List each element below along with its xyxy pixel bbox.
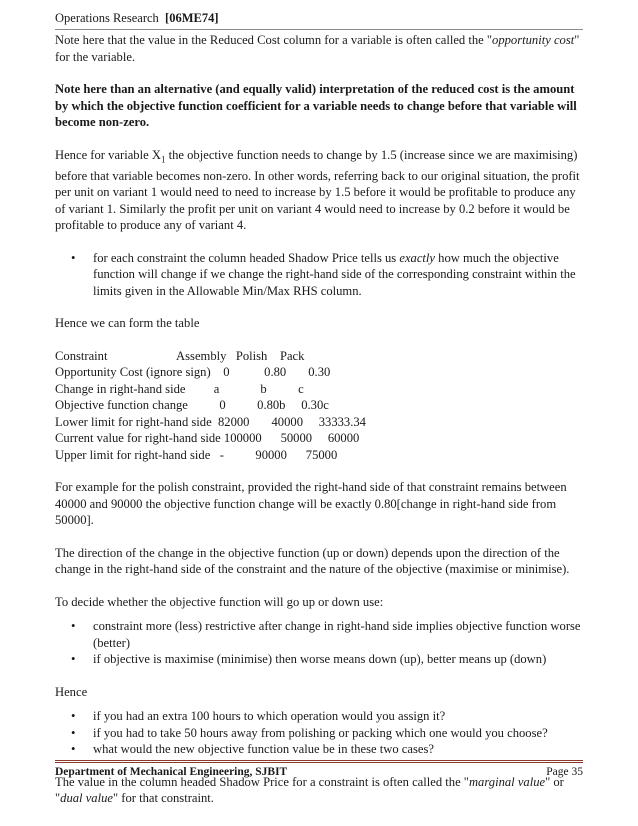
p3-sub: 1 [160,154,166,165]
table-row: Lower limit for right-hand side 82000 40000 33333.34 [55,414,366,429]
list-item [93,250,585,300]
p3-text-a: Hence for variable X [55,147,161,162]
p3-text-b: the objective function needs to change by 1.5 (increase since we are maximising) before that variable becomes non-zero. In other words, referring back to our original situation, the profit per unit on variant 1 would need to need to increase by 1.5 before it would be profitable to produce any of variant 1. Similarly the profit per unit on variant 4 would need to increase by 0.2 before it would be profitable to produce any of variant 4. [55,147,580,233]
paragraph-form-table: Hence we can form the table [55,316,200,331]
paragraph-variable-x1 [55,147,585,234]
department-name: Department of Mechanical Engineering, SJBIT [55,766,288,778]
bullet-list-shadow-price [55,250,585,300]
list-item: • if objective is maximise (minimise) then worse means down (up), better means up (down) [93,651,585,668]
constraint-table [55,348,585,464]
paragraph-reduced-cost-note: Note here than an alternative (and equally valid) interpretation of the reduced cost is the amount by which the objective function coefficient for a variable needs to change before that variable will become non-zero. [55,82,577,129]
table-row: Objective function change 0 0.80b 0.30c [55,398,329,413]
bullet1-text-a: for each constraint the column headed Shadow Price tells us [93,250,400,265]
table-row: Constraint Assembly Polish Pack [55,348,305,363]
bullet1-text-b: how much the objective function will change if we change the right-hand side of the corresponding constraint within the limits given in the Allowable Min/Max RHS column. [93,250,576,298]
table-row: Upper limit for right-hand side - 90000 75000 [55,447,338,462]
table-row: Opportunity Cost (ignore sign) 0 0.80 0.30 [55,365,331,380]
list-item: • if you had to take 50 hours away from polishing or packing which one would you choose? [93,725,585,742]
bullet-list-questions [55,708,585,758]
bullet1-italic: exactly [399,250,436,265]
paragraph-hence: Hence [55,684,88,699]
p9-text-b: " or " [55,774,564,806]
p9-text-a: The value in the column headed Shadow Price for a constraint is often called the " [55,774,469,789]
p9-italic-1: marginal value [468,774,546,789]
list-item: • constraint more (less) restrictive after change in right-hand side implies objective function worse (better) [93,618,585,651]
p1-italic: opportunity cost [492,33,575,47]
p1-text-a: Note here that the value in the Reduced Cost column for a variable is often called the " [55,33,493,47]
p9-text-c: " for that constraint. [112,791,214,806]
p1-text-b: " for the variable. [55,33,580,64]
table-row: Current value for right-hand side 100000 50000 60000 [55,431,360,446]
paragraph-direction-change: The direction of the change in the objective function (up or down) depends upon the direction of the change in the right-hand side of the constraint and the nature of the objective (maximise or minimise). [55,545,570,577]
p9-italic-2: dual value [60,791,113,806]
paragraph-opportunity-cost [55,32,585,65]
page-number: Page 35 [546,766,583,778]
list-item: • if you had an extra 100 hours to which operation would you assign it? [93,708,585,725]
course-title: Operations Research [55,11,159,25]
list-item: • what would the new objective function value be in these two cases? [93,741,585,758]
table-row: Change in right-hand side a b c [55,381,304,396]
course-code: [06ME74] [165,11,219,25]
paragraph-polish-example: For example for the polish constraint, provided the right-hand side of that constraint remains between 40000 and 90000 the objective function change will be exactly 0.80[change in right-hand side from 50000]. [55,480,567,528]
page-footer [55,760,583,778]
page-content [55,32,585,807]
paragraph-marginal-value [55,774,585,807]
paragraph-decide: To decide whether the objective function will go up or down use: [55,594,384,609]
page-header [55,11,583,30]
bullet-list-rules [55,618,585,668]
